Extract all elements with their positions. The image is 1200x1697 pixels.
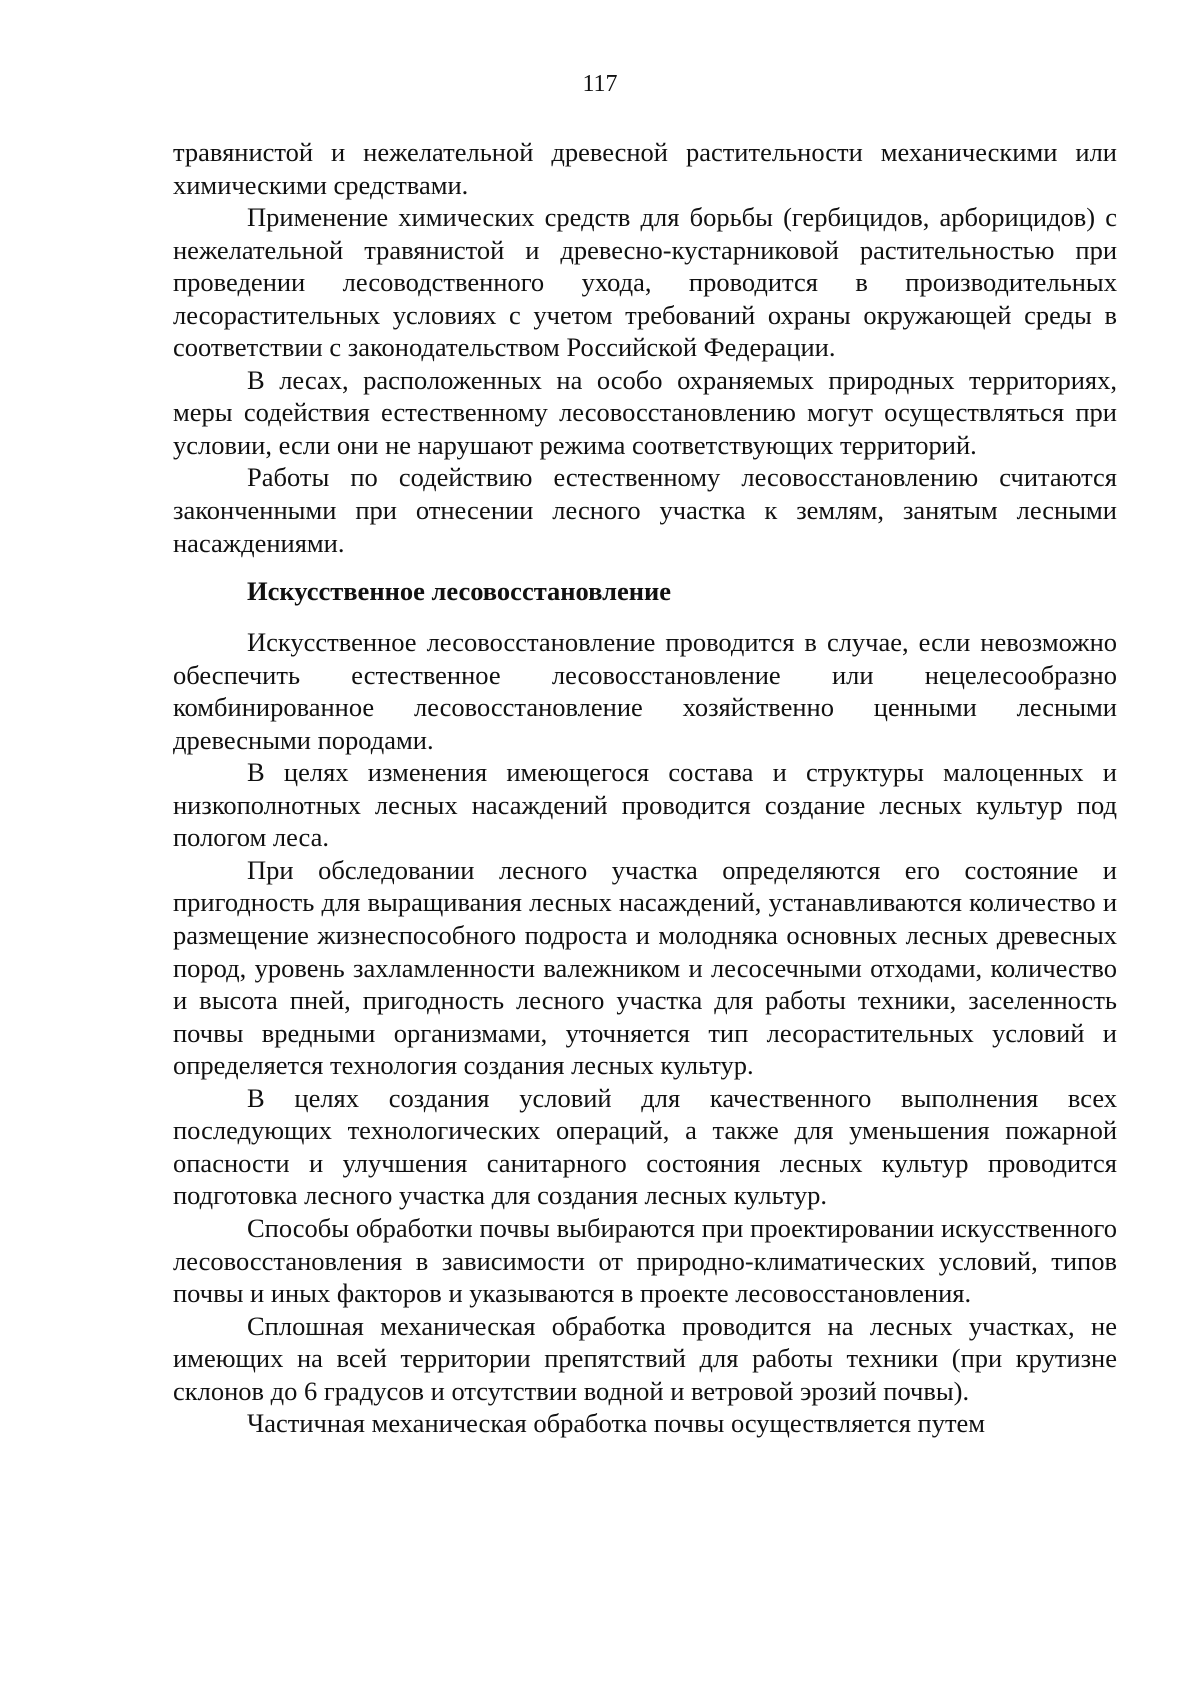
page-number: 117	[582, 71, 618, 97]
paragraph-partial-treatment: Частичная механическая обработка почвы осуществляется путем	[247, 1408, 986, 1439]
section-heading: Искусственное лесовосстановление	[247, 576, 672, 607]
paragraph-protected-areas: В лесах, расположенных на особо охраняемых природных территориях, меры содействия естественному лесовосстановлению могут осуществляться при условии, если они не нарушают режима соответствующих территорий.	[173, 364, 1117, 460]
paragraph-site-survey: При обследовании лесного участка определяются его состояние и пригодность для выращивания лесных насаждений, устанавливаются количество и размещение жизнеспособного подроста и молодняка основных лесных древесных пород, уровень захламленности валежником и лесосечными отходами, количество и высота пней, пригодность лесного участка для работы техники, заселенность почвы вредными организмами, уточняется тип лесорастительных условий и определяется технология создания лесных культур.	[173, 854, 1117, 1081]
paragraph-chemical-means: Применение химических средств для борьбы (гербицидов, арборицидов) с нежелательной травянистой и древесно-кустарниковой растительностью при проведении лесоводственного ухода, проводится в производительных лесорастительных условиях с учетом требований охраны окружающей среды в соответствии с законодательством Российской Федерации.	[173, 202, 1117, 363]
paragraph-artificial-reforestation: Искусственное лесовосстановление проводится в случае, если невозможно обеспечить естественное лесовосстановление или нецелесообразно комбинированное лесовосстановление хозяйственно ценными лесными древесными породами.	[173, 627, 1117, 755]
paragraph-composition-change: В целях изменения имеющегося состава и структуры малоценных и низкополнотных лесных насаждений проводится создание лесных культур под пологом леса.	[173, 757, 1117, 853]
paragraph-works-completed: Работы по содействию естественному лесовосстановлению считаются законченными при отнесении лесного участка к землям, занятым лесными насаждениями.	[173, 462, 1117, 558]
paragraph-full-treatment: Сплошная механическая обработка проводится на лесных участках, не имеющих на всей территории препятствий для работы техники (при крутизне склонов до 6 градусов и отсутствии водной и ветровой эрозий почвы).	[173, 1310, 1117, 1406]
spacer	[173, 607, 1117, 626]
document-body	[173, 136, 1117, 1440]
paragraph-site-preparation: В целях создания условий для качественного выполнения всех последующих технологических операций, а также для уменьшения пожарной опасности и улучшения санитарного состояния лесных культур проводится подготовка лесного участка для создания лесных культур.	[173, 1082, 1117, 1211]
spacer	[173, 559, 1117, 575]
paragraph-continuation: травянистой и нежелательной древесной растительности механическими или химическими средствами.	[173, 137, 1117, 200]
paragraph-soil-methods: Способы обработки почвы выбираются при проектировании искусственного лесовосстановления в зависимости от природно-климатических условий, типов почвы и иных факторов и указываются в проекте лесовосстановления.	[173, 1212, 1117, 1309]
